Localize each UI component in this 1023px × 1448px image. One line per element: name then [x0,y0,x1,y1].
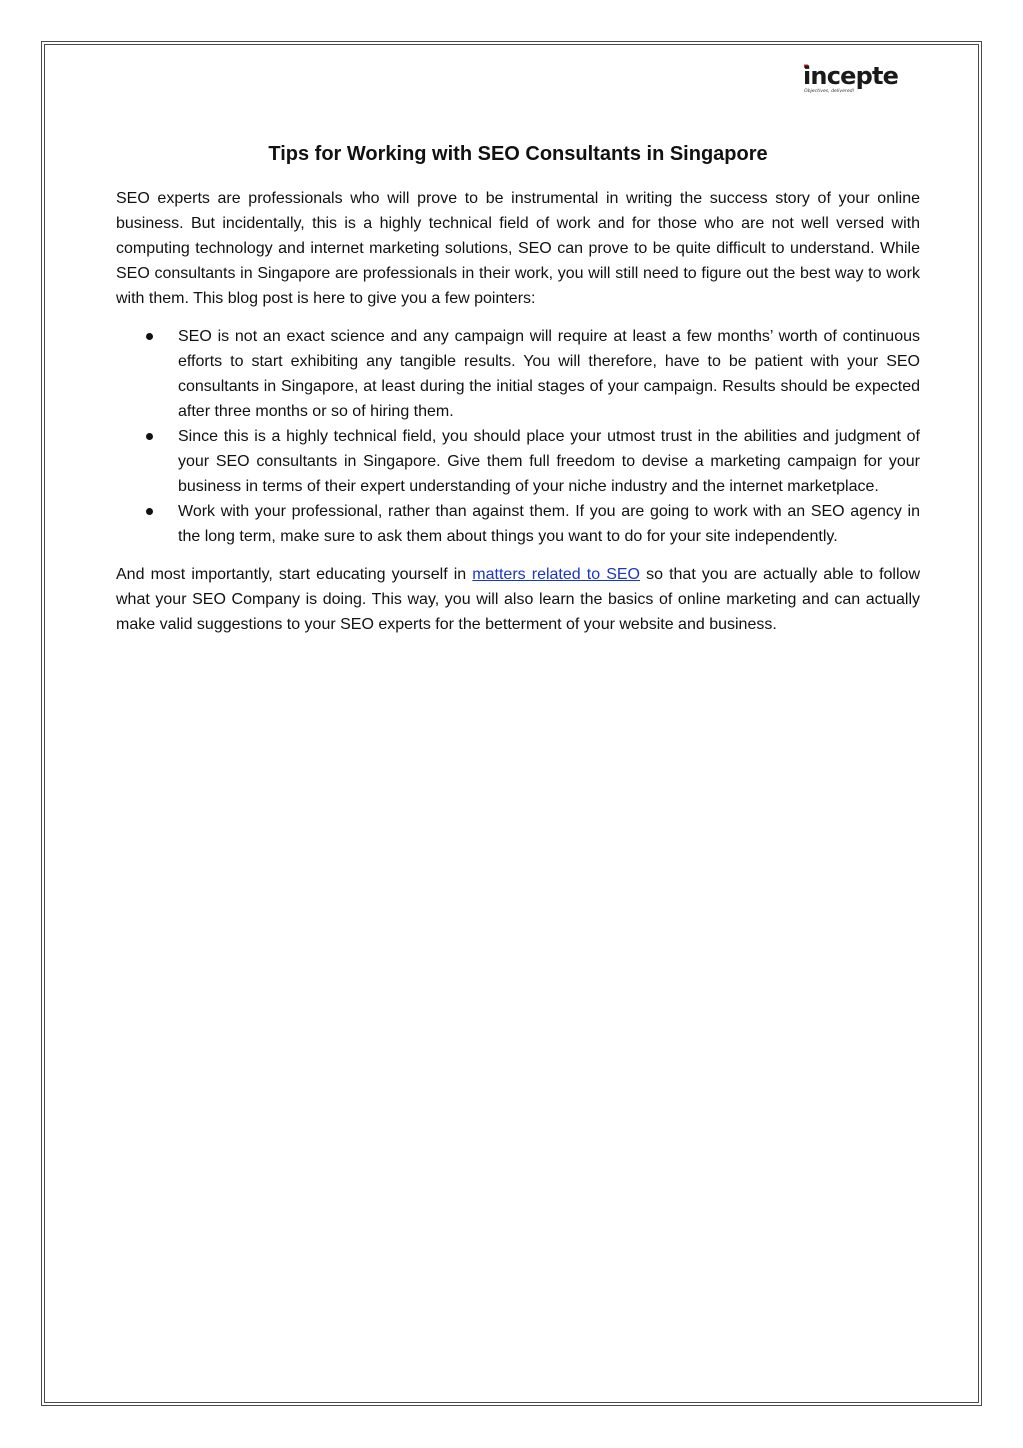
document-body [116,138,920,637]
bullet-icon [146,333,153,340]
closing-text-start: And most importantly, start educating yourself in [116,566,473,583]
incepte-logo-mark [803,62,915,94]
seo-matters-link[interactable]: matters related to SEO [472,566,640,583]
pointer-list [116,324,920,549]
bullet-icon [146,433,153,440]
bullet-icon [146,508,153,515]
closing-paragraph [116,562,920,637]
list-item [116,424,920,499]
list-item-text: Since this is a highly technical field, you should place your utmost trust in the abilities and judgment of your SEO consultants in Singapore. Give them full freedom to devise a marketing campaign for your business in terms of their expert understanding of your niche industry and the internet marketplace. [178,428,920,495]
list-item [116,499,920,549]
document-title: Tips for Working with SEO Consultants in Singapore [268,143,768,165]
intro-paragraph: SEO experts are professionals who will prove to be instrumental in writing the success story of your online business. But incidentally, this is a highly technical field of work and for those who are not well versed with computing technology and internet marketing solutions, SEO can prove to be quite difficult to understand. While SEO consultants in Singapore are professionals in their work, you will still need to figure out the best way to work with them. This blog post is here to give you a few pointers: [116,190,920,307]
list-item-text: Work with your professional, rather than against them. If you are going to work with an SEO agency in the long term, make sure to ask them about things you want to do for your site independently. [178,503,920,545]
closing-text-end: so that you are actually able to follow what your SEO Company is doing. This way, you will also learn the basics of online marketing and can actually make valid suggestions to your SEO experts for the betterment of your website and business. [116,566,920,633]
incepte-logo [803,62,915,94]
list-item [116,324,920,424]
list-item-text: SEO is not an exact science and any campaign will require at least a few months’ worth of continuous efforts to start exhibiting any tangible results. You will therefore, have to be patient with your SEO consultants in Singapore, at least during the initial stages of your campaign. Results should be expected after three months or so of hiring them. [178,328,920,420]
logo-wordmark: incepte [803,62,899,90]
logo-tagline: Objectives, delivered! [804,89,855,94]
